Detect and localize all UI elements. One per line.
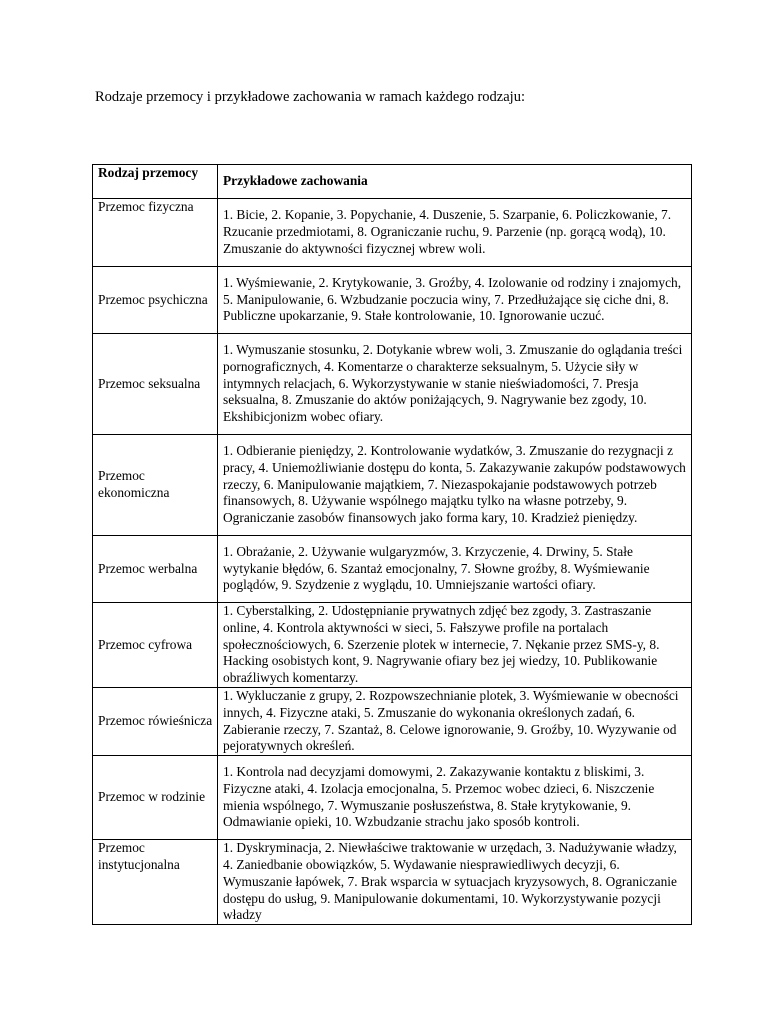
violence-type-cell: Przemoc seksualna: [93, 334, 218, 435]
header-violence-type: Rodzaj przemocy: [93, 165, 218, 199]
violence-types-table: [92, 164, 692, 925]
violence-type-cell: Przemoc werbalna: [93, 536, 218, 603]
example-behaviors-cell: 1. Kontrola nad decyzjami domowymi, 2. Zakazywanie kontaktu z bliskimi, 3. Fizyczne ataki, 4. Izolacja emocjonalna, 5. Przemoc wobec dzieci, 6. Niszczenie mienia wspólnego, 7. Wymuszanie posłuszeństwa, 8. Stałe krytykowanie, 9. Odmawianie opieki, 10. Wzbudzanie strachu jako sposób kontroli.: [218, 756, 692, 840]
example-behaviors-cell: 1. Obrażanie, 2. Używanie wulgaryzmów, 3. Krzyczenie, 4. Drwiny, 5. Stałe wytykanie błędów, 6. Szantaż emocjonalny, 7. Słowne groźby, 8. Wyśmiewanie poglądów, 9. Szydzenie z wyglądu, 10. Umniejszanie wartości ofiary.: [218, 536, 692, 603]
table-row: [93, 199, 692, 267]
violence-type-cell: Przemoc w rodzinie: [93, 756, 218, 840]
table-row: [93, 756, 692, 840]
example-behaviors-cell: 1. Odbieranie pieniędzy, 2. Kontrolowanie wydatków, 3. Zmuszanie do rezygnacji z pracy, 4. Uniemożliwianie dostępu do konta, 5. Zakazywanie zakupów podstawowych rzeczy, 6. Manipulowanie majątkiem, 7. Niezaspokajanie podstawowych potrzeb finansowych, 8. Używanie wspólnego majątku tylko na własne potrzeby, 9. Ograniczanie zasobów finansowych jako forma kary, 10. Kradzież pieniędzy.: [218, 435, 692, 536]
example-behaviors-cell: 1. Dyskryminacja, 2. Niewłaściwe traktowanie w urzędach, 3. Nadużywanie władzy, 4. Zaniedbanie obowiązków, 5. Wydawanie niesprawiedliwych decyzji, 6. Wymuszanie łapówek, 7. Brak wsparcia w sytuacjach kryzysowych, 8. Ograniczanie dostępu do usług, 9. Manipulowanie dokumentami, 10. Wykorzystywanie pozycji władzy: [218, 840, 692, 925]
header-example-behaviors: Przykładowe zachowania: [218, 165, 692, 199]
table-row: [93, 603, 692, 688]
example-behaviors-cell: 1. Wymuszanie stosunku, 2. Dotykanie wbrew woli, 3. Zmuszanie do oglądania treści pornograficznych, 4. Komentarze o charakterze seksualnym, 5. Użycie siły w intymnych relacjach, 6. Wykorzystywanie w stanie nieświadomości, 7. Presja seksualna, 8. Zmuszanie do aktów poniżających, 9. Nagrywanie bez zgody, 10. Ekshibicjonizm wobec ofiary.: [218, 334, 692, 435]
violence-type-cell: Przemoc cyfrowa: [93, 603, 218, 688]
example-behaviors-cell: 1. Bicie, 2. Kopanie, 3. Popychanie, 4. Duszenie, 5. Szarpanie, 6. Policzkowanie, 7. Rzucanie przedmiotami, 8. Ograniczanie ruchu, 9. Parzenie (np. gorącą wodą), 10. Zmuszanie do aktywności fizycznej wbrew woli.: [218, 199, 692, 267]
table-row: [93, 267, 692, 334]
violence-type-cell: Przemoc psychiczna: [93, 267, 218, 334]
document-title: Rodzaje przemocy i przykładowe zachowania w ramach każdego rodzaju:: [95, 89, 525, 105]
example-behaviors-cell: 1. Wykluczanie z grupy, 2. Rozpowszechnianie plotek, 3. Wyśmiewanie w obecności innych, 4. Fizyczne ataki, 5. Zmuszanie do wykonania określonych zadań, 6. Zabieranie rzeczy, 7. Szantaż, 8. Celowe ignorowanie, 9. Groźby, 10. Wyzywanie od pejoratywnych określeń.: [218, 687, 692, 755]
table-row: [93, 435, 692, 536]
table-row: [93, 687, 692, 755]
table-header-row: [93, 165, 692, 199]
example-behaviors-cell: 1. Wyśmiewanie, 2. Krytykowanie, 3. Groźby, 4. Izolowanie od rodziny i znajomych, 5. Manipulowanie, 6. Wzbudzanie poczucia winy, 7. Przedłużające się ciche dni, 8. Publiczne upokarzanie, 9. Stałe kontrolowanie, 10. Ignorowanie uczuć.: [218, 267, 692, 334]
table-row: [93, 536, 692, 603]
violence-type-cell: Przemoc ekonomiczna: [93, 435, 218, 536]
violence-type-cell: Przemoc fizyczna: [93, 199, 218, 267]
violence-type-cell: Przemoc instytucjonalna: [93, 840, 218, 925]
violence-type-cell: Przemoc rówieśnicza: [93, 687, 218, 755]
table-row: [93, 334, 692, 435]
table-row: [93, 840, 692, 925]
example-behaviors-cell: 1. Cyberstalking, 2. Udostępnianie prywatnych zdjęć bez zgody, 3. Zastraszanie online, 4. Kontrola aktywności w sieci, 5. Fałszywe profile na portalach społecznościowych, 6. Szerzenie plotek w internecie, 7. Nękanie przez SMS-y, 8. Hacking osobistych kont, 9. Nagrywanie ofiary bez jej wiedzy, 10. Publikowanie obraźliwych komentarzy.: [218, 603, 692, 688]
